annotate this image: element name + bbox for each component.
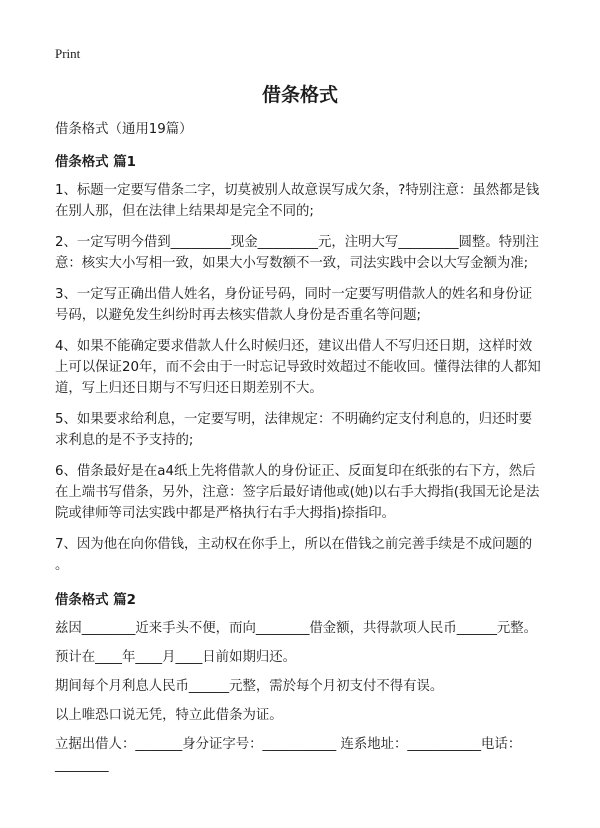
paragraph: [55, 618, 555, 639]
line: 在别人那，但在法律上结果却是完全不同的;: [55, 204, 314, 219]
paragraph: [55, 284, 555, 326]
subtitle: 借条格式（通用19篇）: [55, 122, 193, 137]
line: 兹因________近来手头不便，而向________借金额，共得款项人民币______元整。: [55, 621, 538, 636]
paragraph: [55, 409, 555, 451]
line: 6、借条最好是在a4纸上先将借款人的身份证正、反面复印在纸张的右下方，然后: [55, 464, 536, 479]
print-link[interactable]: Print: [55, 46, 81, 61]
paragraph: [55, 676, 555, 697]
section-2: [55, 618, 555, 776]
line: 7、因为他在向你借钱，主动权在你手上，所以在借钱之前完善手续是不成问题的: [55, 537, 533, 552]
line: 意：核实大小写相一致，如果大小写数额不一致，司法实践中会以大写金额为准;: [55, 256, 529, 271]
paragraph: [55, 734, 555, 776]
line: 上可以保证20年，而不会由于一时忘记导致时效超过不能收回。懂得法律的人都知: [55, 360, 541, 375]
paragraph: [55, 534, 555, 576]
line: 。: [55, 558, 69, 573]
line: 2、一定写明今借到_________现金_________元，注明大写_________圆整。特别注: [55, 235, 539, 250]
line: 5、如果要求给利息，一定要写明，法律规定：不明确约定支付利息的，归还时要: [55, 412, 533, 427]
section-heading: 借条格式 篇1: [55, 155, 136, 170]
line: 4、如果不能确定要求借款人什么时候归还，建议出借人不写归还日期，这样时效: [55, 339, 533, 354]
paragraph: [55, 336, 555, 399]
page-title: 借条格式: [261, 84, 338, 106]
paragraph: [55, 647, 555, 668]
line: 号码，以避免发生纠纷时再去核实借款人身份是否重名等问题;: [55, 308, 422, 323]
line: 求利息的是不予支持的;: [55, 433, 194, 448]
line: 院或律师等司法实践中都是严格执行右手大拇指)捺指印。: [55, 506, 395, 521]
line: 道，写上归还日期与不写归还日期差别不大。: [55, 381, 323, 396]
line: 在上端书写借条，另外，注意：签字后最好请他或(她)以右手大拇指(我国无论是法: [55, 485, 540, 500]
line: ________: [55, 758, 109, 773]
line: 1、标题一定要写借条二字，切莫被别人故意误写成欠条，?特别注意：虽然都是钱: [55, 183, 540, 198]
paragraph: [55, 180, 555, 222]
paragraph: [55, 705, 555, 726]
line: 3、一定写正确出借人姓名，身份证号码，同时一定要写明借款人的姓名和身份证: [55, 287, 533, 302]
line: 期间每个月利息人民币______元整，需於每个月初支付不得有误。: [55, 679, 444, 694]
document-body: [55, 119, 555, 784]
line: 立据出借人：_______身分证字号：___________ 连系地址：___________电话：: [55, 737, 522, 752]
paragraph: [55, 461, 555, 524]
line: 以上唯恐口说无凭，特立此借条为证。: [55, 708, 283, 723]
paragraph: [55, 232, 555, 274]
section-heading: 借条格式 篇2: [55, 593, 136, 608]
line: 预计在____年____月____日前如期归还。: [55, 650, 297, 665]
